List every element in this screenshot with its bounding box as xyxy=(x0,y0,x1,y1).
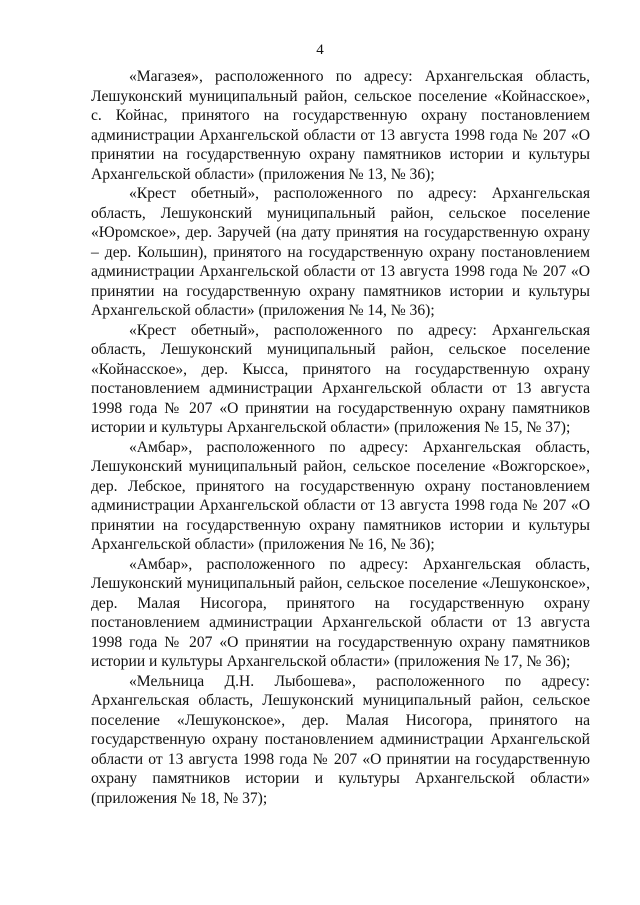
paragraph-krest-obetny-kyssa: «Крест обетный», расположенного по адресу: Архангельская область, Лешуконский муниципальный район, сельское поселение «Койнасское», дер. Кысса, принятого на государственную охрану постановлением администрации Архангельской области от 13 августа 1998 года № 207 «О принятии на государственную охрану памятников истории и культуры Архангельской области» (приложения № 15, № 37); xyxy=(91,321,590,436)
paragraph-krest-obetny-zaruchey: «Крест обетный», расположенного по адресу: Архангельская область, Лешуконский муниципальный район, сельское поселение «Юромское», дер. Заручей (на дату принятия на государственную охрану – дер. Кольшин), принятого на государственную охрану постановлением администрации Архангельской области от 13 августа 1998 года № 207 «О принятии на государственную охрану памятников истории и культуры Архангельской области» (приложения № 14, № 36); xyxy=(91,185,590,319)
paragraph-ambar-malaya-nisogora: «Амбар», расположенного по адресу: Архангельская область, Лешуконский муниципальный район, сельское поселение «Лешуконское», дер. Малая Нисогора, принятого на государственную охрану постановлением администрации Архангельской области от 13 августа 1998 года № 207 «О принятии на государственную охрану памятников истории и культуры Архангельской области» (приложения № 17, № 36); xyxy=(91,555,590,670)
document-body xyxy=(91,67,590,808)
paragraph-magazeya: «Магазея», расположенного по адресу: Архангельская область, Лешуконский муниципальный район, сельское поселение «Койнасское», с. Койнас, принятого на государственную охрану постановлением администрации Архангельской области от 13 августа 1998 года № 207 «О принятии на государственную охрану памятников истории и культуры Архангельской области» (приложения № 13, № 36); xyxy=(91,68,590,183)
paragraph-ambar-lebskoe: «Амбар», расположенного по адресу: Архангельская область, Лешуконский муниципальный район, сельское поселение «Вожгорское», дер. Лебское, принятого на государственную охрану постановлением администрации Архангельской области от 13 августа 1998 года № 207 «О принятии на государственную охрану памятников истории и культуры Архангельской области» (приложения № 16, № 36); xyxy=(91,438,590,553)
page-number: 4 xyxy=(316,42,324,58)
paragraph-melnitsa-lyboshev: «Мельница Д.Н. Лыбошева», расположенного по адресу: Архангельская область, Лешуконский муниципальный район, сельское поселение «Лешуконское», дер. Малая Нисогора, принятого на государственную охрану постановлением администрации Архангельской области от 13 августа 1998 года № 207 «О принятии на государственную охрану памятников истории и культуры Архангельской области» (приложения № 18, № 37); xyxy=(91,672,590,807)
